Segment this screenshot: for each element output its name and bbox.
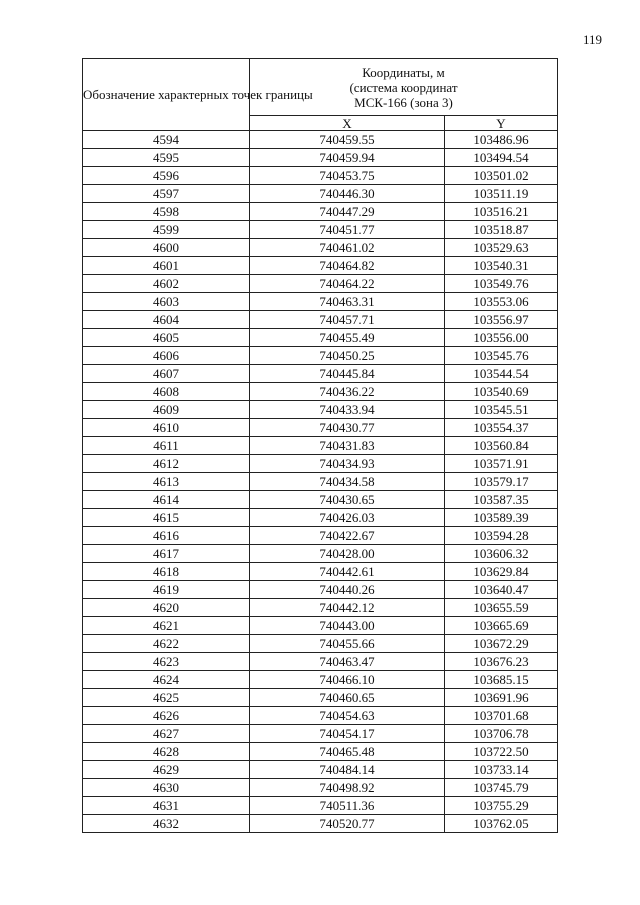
- x-coordinate-cell: 740447.29: [250, 203, 445, 221]
- x-coordinate-cell: 740440.26: [250, 581, 445, 599]
- y-coordinate-cell: 103556.97: [445, 311, 558, 329]
- point-id-cell: 4615: [83, 509, 250, 527]
- x-coordinate-cell: 740430.77: [250, 419, 445, 437]
- x-coordinate-cell: 740457.71: [250, 311, 445, 329]
- x-coordinate-cell: 740463.31: [250, 293, 445, 311]
- table-row: [83, 203, 558, 221]
- table-row: [83, 437, 558, 455]
- table-row: [83, 581, 558, 599]
- y-coordinate-cell: 103733.14: [445, 761, 558, 779]
- x-coordinate-cell: 740461.02: [250, 239, 445, 257]
- y-coordinate-cell: 103540.31: [445, 257, 558, 275]
- y-coordinate-cell: 103554.37: [445, 419, 558, 437]
- x-coordinate-cell: 740520.77: [250, 815, 445, 833]
- x-coordinate-cell: 740460.65: [250, 689, 445, 707]
- y-coordinate-cell: 103529.63: [445, 239, 558, 257]
- point-id-cell: 4618: [83, 563, 250, 581]
- y-coordinate-cell: 103755.29: [445, 797, 558, 815]
- point-id-cell: 4610: [83, 419, 250, 437]
- point-id-cell: 4629: [83, 761, 250, 779]
- table-row: [83, 293, 558, 311]
- x-coordinate-cell: 740451.77: [250, 221, 445, 239]
- y-coordinate-cell: 103540.69: [445, 383, 558, 401]
- x-coordinate-cell: 740445.84: [250, 365, 445, 383]
- table-row: [83, 311, 558, 329]
- y-coordinate-cell: 103762.05: [445, 815, 558, 833]
- y-coordinate-cell: 103545.51: [445, 401, 558, 419]
- y-coordinate-cell: 103587.35: [445, 491, 558, 509]
- table-row: [83, 275, 558, 293]
- x-coordinate-cell: 740464.22: [250, 275, 445, 293]
- table-row: [83, 689, 558, 707]
- table-row: [83, 383, 558, 401]
- point-id-cell: 4630: [83, 779, 250, 797]
- y-coordinate-cell: 103640.47: [445, 581, 558, 599]
- table-row: [83, 365, 558, 383]
- y-coordinate-cell: 103501.02: [445, 167, 558, 185]
- y-coordinate-cell: 103518.87: [445, 221, 558, 239]
- table-row: [83, 779, 558, 797]
- table-row: [83, 221, 558, 239]
- point-id-cell: 4617: [83, 545, 250, 563]
- point-id-cell: 4600: [83, 239, 250, 257]
- point-id-cell: 4619: [83, 581, 250, 599]
- point-id-cell: 4607: [83, 365, 250, 383]
- coordinates-header-line1: Координаты, м: [362, 64, 445, 80]
- point-id-cell: 4628: [83, 743, 250, 761]
- y-coordinate-cell: 103486.96: [445, 131, 558, 149]
- point-id-cell: 4599: [83, 221, 250, 239]
- y-coordinate-cell: 103672.29: [445, 635, 558, 653]
- table-row: [83, 131, 558, 149]
- point-id-cell: 4608: [83, 383, 250, 401]
- x-coordinate-cell: 740463.47: [250, 653, 445, 671]
- y-coordinate-cell: 103516.21: [445, 203, 558, 221]
- point-id-cell: 4597: [83, 185, 250, 203]
- x-coordinate-cell: 740453.75: [250, 167, 445, 185]
- point-id-cell: 4631: [83, 797, 250, 815]
- table-row: [83, 509, 558, 527]
- table-row: [83, 455, 558, 473]
- x-coordinate-cell: 740465.48: [250, 743, 445, 761]
- point-id-cell: 4623: [83, 653, 250, 671]
- point-id-cell: 4596: [83, 167, 250, 185]
- x-coordinate-cell: 740426.03: [250, 509, 445, 527]
- point-id-cell: 4622: [83, 635, 250, 653]
- table-row: [83, 653, 558, 671]
- point-id-cell: 4604: [83, 311, 250, 329]
- table-row: [83, 257, 558, 275]
- y-coordinate-cell: 103655.59: [445, 599, 558, 617]
- point-id-cell: 4606: [83, 347, 250, 365]
- table-row: [83, 491, 558, 509]
- point-id-cell: 4603: [83, 293, 250, 311]
- point-id-cell: 4626: [83, 707, 250, 725]
- y-coordinate-cell: 103691.96: [445, 689, 558, 707]
- y-coordinate-cell: 103629.84: [445, 563, 558, 581]
- table-row: [83, 545, 558, 563]
- x-coordinate-cell: 740431.83: [250, 437, 445, 455]
- table-row: [83, 797, 558, 815]
- y-coordinate-cell: 103494.54: [445, 149, 558, 167]
- point-id-cell: 4616: [83, 527, 250, 545]
- point-id-cell: 4605: [83, 329, 250, 347]
- x-coordinate-cell: 740455.66: [250, 635, 445, 653]
- table-row: [83, 617, 558, 635]
- x-coordinate-cell: 740442.61: [250, 563, 445, 581]
- y-coordinate-cell: 103676.23: [445, 653, 558, 671]
- x-coordinate-cell: 740430.65: [250, 491, 445, 509]
- table-row: [83, 563, 558, 581]
- x-coordinate-cell: 740511.36: [250, 797, 445, 815]
- y-coordinate-cell: 103553.06: [445, 293, 558, 311]
- y-coordinate-cell: 103685.15: [445, 671, 558, 689]
- y-coordinate-cell: 103665.69: [445, 617, 558, 635]
- table-row: [83, 401, 558, 419]
- x-coordinate-cell: 740466.10: [250, 671, 445, 689]
- table-row: [83, 185, 558, 203]
- x-coordinate-cell: 740464.82: [250, 257, 445, 275]
- x-coordinate-cell: 740434.58: [250, 473, 445, 491]
- point-id-cell: 4612: [83, 455, 250, 473]
- point-id-cell: 4609: [83, 401, 250, 419]
- y-coordinate-cell: 103556.00: [445, 329, 558, 347]
- x-coordinate-cell: 740446.30: [250, 185, 445, 203]
- table-row: [83, 419, 558, 437]
- table-row: [83, 707, 558, 725]
- table-row: [83, 599, 558, 617]
- point-id-cell: 4614: [83, 491, 250, 509]
- y-coordinate-cell: 103545.76: [445, 347, 558, 365]
- y-coordinate-cell: 103549.76: [445, 275, 558, 293]
- table-row: [83, 149, 558, 167]
- point-id-cell: 4624: [83, 671, 250, 689]
- y-coordinate-cell: 103589.39: [445, 509, 558, 527]
- table-body: [83, 131, 558, 833]
- y-coordinate-cell: 103511.19: [445, 185, 558, 203]
- table-row: [83, 239, 558, 257]
- x-coordinate-cell: 740450.25: [250, 347, 445, 365]
- y-coordinate-cell: 103544.54: [445, 365, 558, 383]
- table-row: [83, 527, 558, 545]
- point-id-cell: 4594: [83, 131, 250, 149]
- x-coordinate-cell: 740436.22: [250, 383, 445, 401]
- x-coordinate-cell: 740498.92: [250, 779, 445, 797]
- x-coordinate-cell: 740422.67: [250, 527, 445, 545]
- point-id-cell: 4621: [83, 617, 250, 635]
- y-coordinate-cell: 103701.68: [445, 707, 558, 725]
- point-id-cell: 4595: [83, 149, 250, 167]
- table-row: [83, 725, 558, 743]
- table-row: [83, 815, 558, 833]
- point-id-cell: 4632: [83, 815, 250, 833]
- x-coordinate-cell: 740455.49: [250, 329, 445, 347]
- x-coordinate-cell: 740443.00: [250, 617, 445, 635]
- x-coordinate-cell: 740428.00: [250, 545, 445, 563]
- point-id-cell: 4620: [83, 599, 250, 617]
- coordinates-header-line3: МСК-166 (зона 3): [354, 94, 453, 110]
- y-column-header: Y: [445, 116, 558, 131]
- coordinates-table: [82, 58, 558, 833]
- table-row: [83, 329, 558, 347]
- y-coordinate-cell: 103722.50: [445, 743, 558, 761]
- point-id-cell: 4598: [83, 203, 250, 221]
- x-coordinate-cell: 740454.63: [250, 707, 445, 725]
- x-coordinate-cell: 740459.94: [250, 149, 445, 167]
- table-row: [83, 761, 558, 779]
- point-id-cell: 4613: [83, 473, 250, 491]
- y-coordinate-cell: 103560.84: [445, 437, 558, 455]
- y-coordinate-cell: 103745.79: [445, 779, 558, 797]
- y-coordinate-cell: 103706.78: [445, 725, 558, 743]
- table-header: [83, 59, 558, 131]
- x-column-header: X: [250, 116, 445, 131]
- x-coordinate-cell: 740442.12: [250, 599, 445, 617]
- table-row: [83, 347, 558, 365]
- table-row: [83, 743, 558, 761]
- page-number: 119: [582, 32, 602, 47]
- y-coordinate-cell: 103579.17: [445, 473, 558, 491]
- point-id-cell: 4602: [83, 275, 250, 293]
- x-coordinate-cell: 740459.55: [250, 131, 445, 149]
- x-coordinate-cell: 740434.93: [250, 455, 445, 473]
- point-id-cell: 4601: [83, 257, 250, 275]
- y-coordinate-cell: 103606.32: [445, 545, 558, 563]
- point-label-header: Обозначение характерных точек границы: [83, 59, 250, 131]
- y-coordinate-cell: 103594.28: [445, 527, 558, 545]
- table-row: [83, 167, 558, 185]
- point-id-cell: 4627: [83, 725, 250, 743]
- point-id-cell: 4611: [83, 437, 250, 455]
- x-coordinate-cell: 740454.17: [250, 725, 445, 743]
- x-coordinate-cell: 740433.94: [250, 401, 445, 419]
- table-row: [83, 635, 558, 653]
- coordinates-header-line2: (система координат: [349, 79, 458, 95]
- point-id-cell: 4625: [83, 689, 250, 707]
- y-coordinate-cell: 103571.91: [445, 455, 558, 473]
- table-row: [83, 671, 558, 689]
- x-coordinate-cell: 740484.14: [250, 761, 445, 779]
- table-row: [83, 473, 558, 491]
